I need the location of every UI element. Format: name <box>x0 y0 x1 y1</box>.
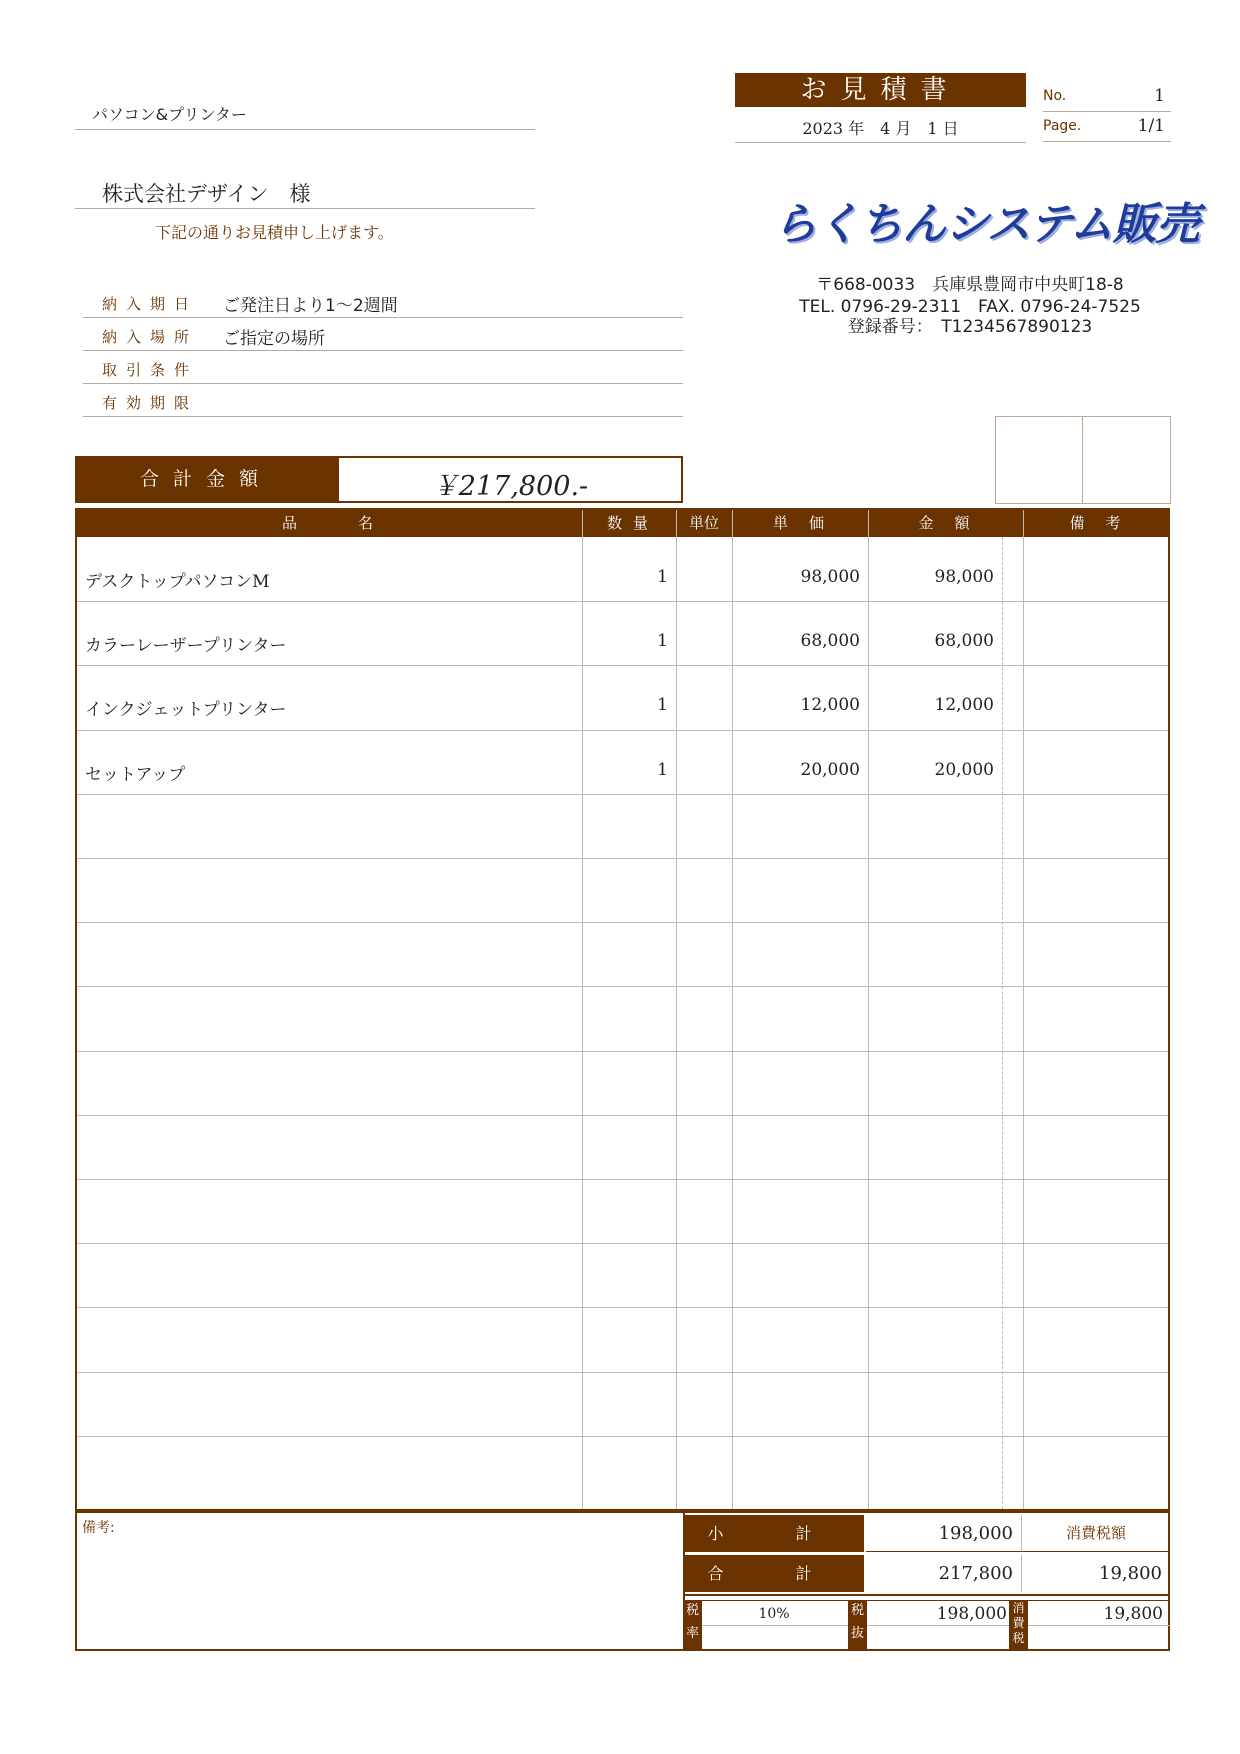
tax-amount-value: 19,800 <box>1021 1555 1170 1592</box>
page-number <box>1043 112 1171 142</box>
cell-amount: 98,000 <box>934 567 994 587</box>
total-amount-box <box>337 456 683 503</box>
info-value: ご発注日より1～2週間 <box>223 296 398 316</box>
column-header-price: 単 価 <box>772 514 827 532</box>
grand-total-value: 217,800 <box>938 1563 1013 1584</box>
column-header-note: 備 考 <box>1069 514 1124 532</box>
consumption-tax-label: 消 費 税 <box>1009 1601 1028 1649</box>
row-divider <box>77 1051 1168 1052</box>
document-title: お見積書 <box>735 73 1026 107</box>
cell-name: インクジェットプリンター <box>85 700 287 721</box>
issue-date: 2023 年 4 月 1 日 <box>802 119 959 138</box>
subject: パソコン&プリンター <box>92 105 247 124</box>
grand-total-label: 合 計 <box>683 1555 864 1592</box>
row-divider <box>77 601 1168 602</box>
cell-name: カラーレーザープリンター <box>85 636 287 657</box>
tax-excluded-value: 198,000 <box>936 1604 1007 1624</box>
total-amount-value: ￥217,800.- <box>431 471 589 502</box>
info-label: 納入場所 <box>102 328 199 346</box>
cell-name: デスクトップパソコンM <box>85 572 270 592</box>
column-divider <box>676 510 677 1509</box>
cell-qty: 1 <box>657 567 668 587</box>
column-divider-dashed <box>1002 537 1003 1509</box>
cell-amount: 20,000 <box>934 759 994 780</box>
document-number <box>1043 82 1171 112</box>
cell-price: 12,000 <box>800 695 860 716</box>
row-divider <box>77 730 1168 731</box>
column-divider <box>582 510 583 1509</box>
cell-price: 20,000 <box>800 759 860 780</box>
row-divider <box>77 1179 1168 1180</box>
tax-rate-value: 10% <box>758 1606 790 1622</box>
row-divider <box>77 1372 1168 1373</box>
row-divider <box>77 1115 1168 1116</box>
info-row-terms <box>83 351 683 384</box>
row-divider <box>77 1307 1168 1308</box>
date-underline <box>735 142 1026 143</box>
company-address: 〒668-0033 兵庫県豊岡市中央町18-8 <box>816 275 1124 295</box>
intro-text: 下記の通りお見積申し上げます。 <box>155 223 394 242</box>
client-name: 株式会社デザイン 様 <box>102 182 311 206</box>
column-header-unit: 単位 <box>688 514 719 532</box>
row-divider <box>77 858 1168 859</box>
tax-breakdown-row-line <box>683 1625 1170 1626</box>
column-header-amount: 金 額 <box>918 514 973 532</box>
footer-divider <box>75 1511 1170 1513</box>
row-divider <box>77 1243 1168 1244</box>
info-row-delivery-date <box>83 285 683 318</box>
company-logo: らくちんシステム販売 <box>773 199 1199 250</box>
column-divider <box>868 510 869 1509</box>
row-divider <box>77 986 1168 987</box>
registration-number: 登録番号： T1234567890123 <box>847 317 1093 337</box>
subtotal-value: 198,000 <box>866 1515 1021 1552</box>
no-value: 1 <box>1154 86 1165 106</box>
cell-name: セットアップ <box>85 764 186 785</box>
info-row-validity <box>83 384 683 417</box>
table-header <box>77 510 1168 537</box>
items-table <box>75 508 1170 1511</box>
client-underline <box>75 208 535 209</box>
no-label: No. <box>1043 88 1067 104</box>
row-divider <box>77 794 1168 795</box>
subtotal-label: 小 計 <box>683 1515 864 1552</box>
company-phone-fax: TEL. 0796-29-2311 FAX. 0796-24-7525 <box>799 297 1141 317</box>
tax-breakdown-divider <box>683 1594 1170 1596</box>
remarks-label: 備考: <box>82 1520 115 1536</box>
row-divider <box>77 1436 1168 1437</box>
cell-amount: 12,000 <box>934 695 994 716</box>
info-label: 納入期日 <box>102 295 199 313</box>
tax-excluded-label: 税 抜 <box>848 1601 867 1649</box>
row-divider <box>77 922 1168 923</box>
cell-qty: 1 <box>657 695 668 716</box>
cell-price: 98,000 <box>800 567 860 587</box>
consumption-tax-value: 19,800 <box>1103 1604 1163 1624</box>
column-divider <box>732 510 733 1509</box>
subject-underline <box>75 129 535 130</box>
tax-amount-label: 消費税額 <box>1021 1515 1170 1552</box>
cell-amount: 68,000 <box>934 631 994 652</box>
column-header-qty: 数 量 <box>607 514 651 532</box>
row-divider <box>77 665 1168 666</box>
tax-breakdown-divider <box>683 1600 1170 1601</box>
column-divider <box>1023 510 1024 1509</box>
column-header-name: 品 名 <box>281 514 377 532</box>
total-amount-label: 合計金額 <box>75 456 337 503</box>
stamp-boxes <box>995 416 1171 504</box>
info-value: ご指定の場所 <box>223 329 325 349</box>
info-label: 有効期限 <box>102 394 199 412</box>
info-label: 取引条件 <box>102 361 199 379</box>
info-row-delivery-place <box>83 318 683 351</box>
page-value: 1/1 <box>1137 116 1165 136</box>
cell-qty: 1 <box>657 631 668 652</box>
page-label: Page. <box>1043 118 1082 134</box>
cell-price: 68,000 <box>800 631 860 652</box>
tax-rate-label: 税 率 <box>683 1601 702 1649</box>
cell-qty: 1 <box>657 759 668 780</box>
